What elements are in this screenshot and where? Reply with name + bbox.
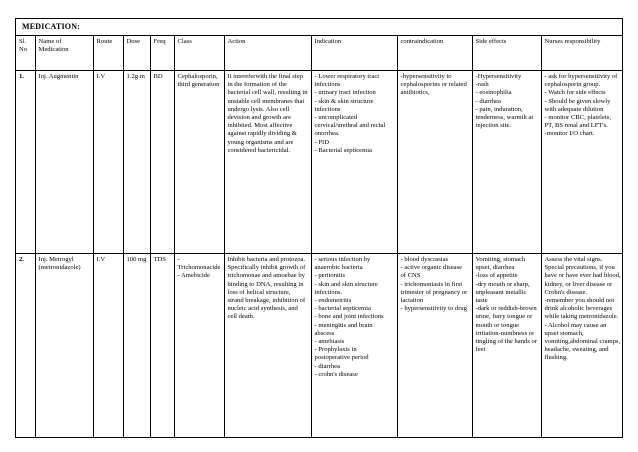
side-effect-item: Vomiting, stomach upset, diarrhea	[475, 256, 526, 272]
row-medication-name: Inj. Augmentin	[35, 71, 93, 254]
side-effect-item: -rash	[475, 81, 489, 89]
document-title: MEDICATION:	[16, 19, 622, 36]
nurse-item: - Watch for side effects	[544, 89, 606, 97]
row-contraindication: -hypersensitivity to cephalosporins or related antibiotics,	[397, 71, 472, 254]
nurse-item: Special precautions, if you have or have ever had blood, kidney, or liver disease or Crohn's disease.	[544, 264, 621, 296]
row-action: Inhibit bacteria and protozoa. Specifically inhibit growth of trichomonae and amoebae by binding to DNA, resulting in loss of helical structure, strand breakage, inhibition of nucleic acid synthesis, and cell death.	[224, 254, 311, 439]
row-indication	[311, 254, 397, 439]
row-sl: 2.	[16, 254, 35, 439]
side-effect-item: -dry mouth or sharp, unpleasant metallic taste	[475, 280, 530, 305]
indication-item: - uncomplicated cervical/urethral and rectal onorrhea.	[314, 114, 386, 138]
nurse-item: -monitor I/O chart.	[544, 130, 595, 138]
indication-item: - diarrhea	[314, 362, 340, 370]
indication-item: - meningitis and brain abscess	[314, 321, 373, 337]
contraindication-item: - hypersensitivity to drug	[400, 305, 467, 313]
indication-item: - crohn's disease	[314, 370, 358, 378]
row-side-effects	[472, 71, 541, 254]
col-header-indication: Indication	[311, 36, 397, 71]
row-dose: 100 mg	[123, 254, 150, 439]
col-header-class: Class	[174, 36, 224, 71]
indication-item: - amebiasis	[314, 338, 345, 346]
row-medication-name: Inj. Metrogyl (metronidazole)	[35, 254, 93, 439]
contraindication-item: - trichomoniasis in first trimester of pregnancy or lactation	[400, 280, 468, 305]
indication-item: - bacterial septicemia	[314, 305, 371, 313]
col-header-freq: Freq	[150, 36, 174, 71]
indication-item: - peritonitis	[314, 272, 346, 280]
side-effect-item: - eosinophilia	[475, 89, 512, 97]
row-side-effects	[472, 254, 541, 439]
col-header-dose: Dose	[123, 36, 150, 71]
indication-item: - skin & skin structure infections	[314, 97, 374, 113]
indication-item: - PID	[314, 138, 329, 146]
row-class	[174, 254, 224, 439]
medication-document	[15, 18, 623, 438]
col-header-contraindication: contraindication	[397, 36, 472, 71]
row-route: I.V	[93, 254, 123, 439]
table-row	[16, 254, 623, 439]
row-nurses-responsibility	[541, 254, 623, 439]
indication-item: - bone and joint infections	[314, 313, 384, 321]
indication-item: - skin and skin structure infections.	[314, 280, 378, 296]
side-effect-item: -loss of appetite	[475, 272, 518, 280]
col-header-name: Name of Medication	[35, 36, 93, 71]
indication-item: - Prophylaxis in postoperative period	[314, 346, 369, 362]
nurse-item: - ask for hypersensitivity of cephalosporin group.	[544, 73, 618, 89]
side-effect-item: - pain, induration, tenderness, warmth at injection site.	[475, 105, 534, 130]
col-header-action: Action	[224, 36, 311, 71]
nurse-item: - monitor CBC, platelets, PT, BS renal and LFT's.	[544, 114, 611, 130]
nurse-item: - Should be given slowly with adequate dilution	[544, 97, 611, 113]
contraindication-item: - blood dyscrasias	[400, 256, 449, 263]
medication-table	[16, 36, 623, 438]
col-header-side-effects: Side effects	[472, 36, 541, 71]
indication-item: - Lower respiratory tract infections	[314, 73, 380, 89]
row-contraindication	[397, 254, 472, 439]
col-header-route: Route	[93, 36, 123, 71]
row-class: Cephalosporin, third generation	[174, 71, 224, 254]
side-effect-item: - diarrhea	[475, 97, 501, 105]
contraindication-item: - active organic disease of CNS	[400, 264, 463, 280]
indication-item: - urinary tract infection	[314, 89, 376, 97]
row-freq: TDS	[150, 254, 174, 439]
row-dose: 1.2g m	[123, 71, 150, 254]
col-header-nurses-responsibility: Nurses responsibility	[541, 36, 623, 71]
nurse-item: Assess the vital signs.	[544, 256, 603, 263]
row-route: I.V	[93, 71, 123, 254]
row-freq: BD	[150, 71, 174, 254]
table-row	[16, 71, 623, 254]
row-action: It intereferwith the final step in the formation of the bacterial cell wall, resulting in unstable cell membranes that undergo lysis. Also cell devision and growth are inhibited. Most affective against rapidly dividing & young organisms and are considered bactericidal.	[224, 71, 311, 254]
side-effect-item: -Hypersensitivity	[475, 73, 522, 80]
indication-item: - Bacterial septicemia	[314, 146, 372, 154]
table-header-row	[16, 36, 623, 71]
row-indication	[311, 71, 397, 254]
indication-item: - endometritis	[314, 297, 352, 305]
side-effect-item: -dark or reddish-brown urine, furry tongue or mouth or tongue irritation-numbness or tingling of the hands or feet	[475, 305, 538, 354]
nurse-item: -remember you should not drink alcoholic beverages while taking metronidazole. - Alcohol may cause an upset stomach, vomiting,abdominal cramps, headache, sweating, and flushing.	[544, 297, 621, 362]
class-item: - Amebicide	[177, 272, 210, 280]
class-item: - Trichomonacide	[177, 256, 221, 272]
row-sl: 1.	[16, 71, 35, 254]
row-nurses-responsibility	[541, 71, 623, 254]
indication-item: - serious infection by anaerobic bacteria	[314, 256, 371, 272]
col-header-sl: Sl. No	[16, 36, 35, 71]
